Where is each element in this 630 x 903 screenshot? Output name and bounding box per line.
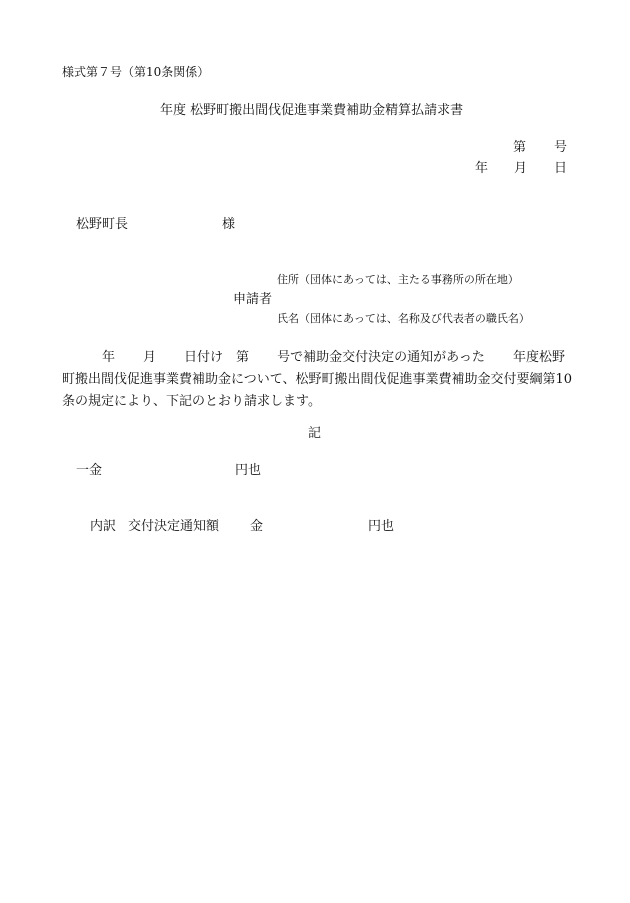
amount-ichikin: 一金 xyxy=(76,463,103,478)
form-number: 様式第７号（第10条関係） xyxy=(62,65,210,79)
request-paragraph xyxy=(62,347,574,413)
body-dai: 第 xyxy=(236,350,250,365)
breakdown-kin: 金 xyxy=(250,519,264,534)
body-dated: 日付け xyxy=(184,350,224,365)
doc-number-go: 号 xyxy=(554,140,568,155)
doc-number-dai: 第 xyxy=(513,140,527,155)
breakdown-uchiwake: 内訳 xyxy=(90,519,117,534)
body-year: 年 xyxy=(102,350,116,365)
breakdown-label: 交付決定通知額 xyxy=(128,519,220,534)
applicant-address-label: 住所（団体にあっては、主たる事務所の所在地） xyxy=(277,273,519,286)
breakdown-enya: 円也 xyxy=(368,519,395,534)
amount-enya: 円也 xyxy=(235,463,262,478)
document-title: 年度 松野町搬出間伐促進事業費補助金精算払請求書 xyxy=(160,103,464,118)
body-continuation: 年度松野町搬出間伐促進事業費補助金について、松野町搬出間伐促進事業費補助金交付要綱第10条の規定により、下記のとおり請求します。 xyxy=(62,350,573,409)
applicant-label: 申請者 xyxy=(233,292,273,307)
body-month: 月 xyxy=(143,350,157,365)
date-day: 日 xyxy=(554,161,568,176)
addressee-honorific: 様 xyxy=(222,217,236,232)
ki-marker: 記 xyxy=(308,426,322,441)
date-month: 月 xyxy=(514,161,528,176)
date-year: 年 xyxy=(475,161,489,176)
body-notice: 号で補助金交付決定の通知があった xyxy=(277,350,485,365)
addressee-name: 松野町長 xyxy=(76,217,129,232)
applicant-name-label: 氏名（団体にあっては、名称及び代表者の職氏名） xyxy=(277,312,530,325)
